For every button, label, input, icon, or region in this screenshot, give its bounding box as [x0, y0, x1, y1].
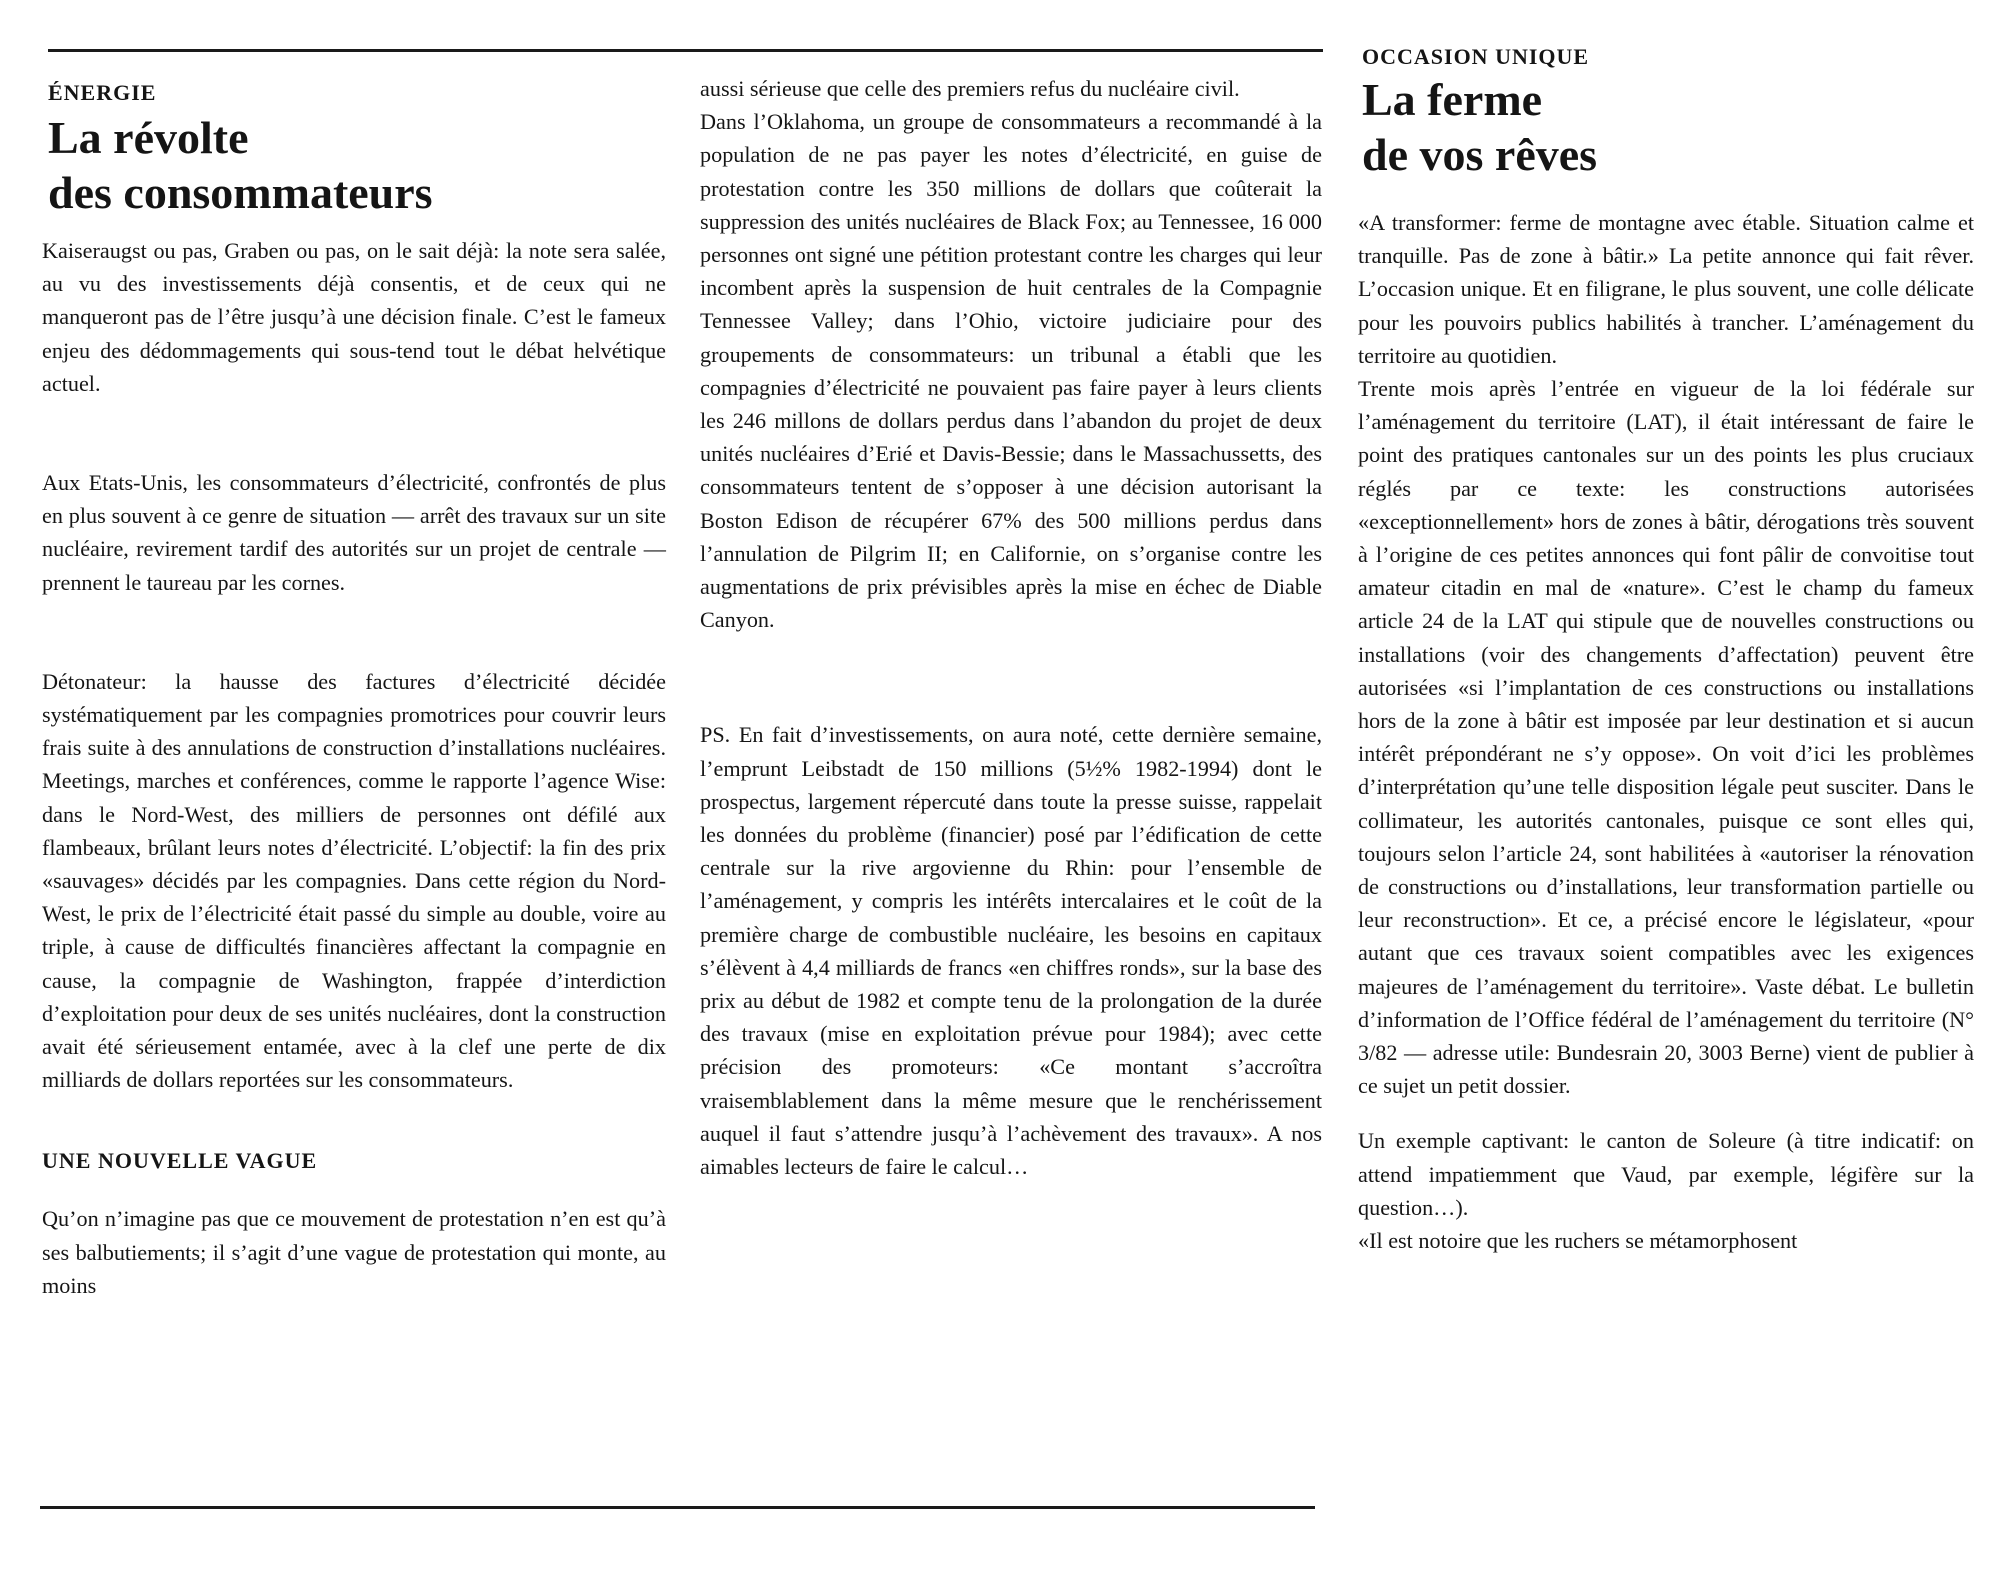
- right-headline: [1362, 72, 1974, 182]
- left-paragraph-3: Détonateur: la hausse des factures d’électricité décidée systématiquement par les compagnies promotrices pour couvrir leurs frais suite à des annulations de construction d’installations nucléaires. Meetings, marches et conférences, comme le rapporte l’agence Wise: dans le Nord-West, des milliers de personnes ont défilé aux flambeaux, brûlant leurs notes d’électricité. L’objectif: la fin des prix «sauvages» décidés par les compagnies. Dans cette région du Nord-West, le prix de l’électricité était passé du simple au double, voire au triple, à cause de difficultés financières affectant la compagnie en cause, la compagnie de Washington, frappée d’interdiction d’exploitation pour deux de ses unités nucléaires, dont la construction avait été sérieusement entamée, avec à la clef une perte de dix milliards de dollars reportées sur les consommateurs.: [42, 668, 666, 1093]
- left-paragraph-4: Qu’on n’imagine pas que ce mouvement de protestation n’en est qu’à ses balbutiements; il s’agit d’une vague de protestation qui monte, au moins: [42, 1206, 666, 1298]
- left-body: [42, 234, 666, 1302]
- right-paragraph-2: Trente mois après l’entrée en vigueur de la loi fédérale sur l’aménagement du territoire (LAT), il était intéressant de faire le point des pratiques cantonales sur un des points les plus cruciaux réglés par ce texte: les constructions autorisées «exceptionnellement» hors de zones à bâtir, dérogations très souvent à l’origine de ces petites annonces qui font pâlir de convoitise tout amateur citadin en mal de «nature». C’est le champ du fameux article 24 de la LAT qui stipule que de nouvelles constructions ou installations (voir des changements d’affectation) peuvent être autorisées «si l’implantation de ces constructions ou installations hors de la zone à bâtir est imposée par leur destination et si aucun intérêt prépondérant ne s’y oppose». On voit d’ici les problèmes d’interprétation qu’une telle disposition légale peut susciter. Dans le collimateur, les autorités cantonales, puisque ce sont elles qui, toujours selon l’article 24, sont habilitées à «autoriser la rénovation de constructions ou d’installations, leur transformation partielle ou leur reconstruction». Et ce, a précisé encore le législateur, «pour autant que ces travaux soient compatibles avec les exigences majeures de l’aménagement du territoire». Vaste débat. Le bulletin d’information de l’Office fédéral de l’aménagement du territoire (N° 3/82 — adresse utile: Bundesrain 20, 3003 Berne) vient de publier à ce sujet un petit dossier.: [1358, 376, 1974, 1099]
- left-kicker: ÉNERGIE: [48, 80, 157, 105]
- right-kicker: OCCASION UNIQUE: [1362, 44, 1590, 69]
- top-rule: [48, 49, 1323, 52]
- bottom-rule: [40, 1506, 1315, 1509]
- middle-paragraph-3: PS. En fait d’investissements, on aura noté, cette dernière semaine, l’emprunt Leibstadt de 150 millions (5½% 1982-1994) dont le prospectus, largement répercuté dans toute la presse suisse, rappelait les données du problème (financier) posé par l’édification de cette centrale sur la rive argovienne du Rhin: pour l’ensemble de l’aménagement, y compris les intérêts intercalaires et le coût de la première charge de combustible nucléaire, les besoins en capitaux s’élèvent à 4,4 milliards de francs «en chiffres ronds», sur la base des prix au début de 1982 et compte tenu de la prolongation de la durée des travaux (mise en exploitation prévue pour 1984); avec cette précision des promoteurs: «Ce montant s’accroîtra vraisemblablement dans la même mesure que le renchérissement auquel il faut s’attendre jusqu’à l’achèvement des travaux». A nos aimables lecteurs de faire le calcul…: [700, 722, 1322, 1180]
- right-paragraph-3: Un exemple captivant: le canton de Soleure (à titre indicatif: on attend impatiemment que Vaud, par exemple, légifère sur la question…).: [1358, 1128, 1974, 1220]
- right-article: [1358, 44, 1974, 1257]
- right-headline-line2: de vos rêves: [1362, 129, 1598, 180]
- right-paragraph-1: «A transformer: ferme de montagne avec étable. Situation calme et tranquille. Pas de zone à bâtir.» La petite annonce qui fait rêver. L’occasion unique. Et en filigrane, le plus souvent, une colle délicate pour les pouvoirs publics habilités à trancher. L’aménagement du territoire au quotidien.: [1358, 210, 1974, 368]
- right-paragraph-4: «Il est notoire que les ruchers se métamorphosent: [1358, 1228, 1798, 1254]
- middle-paragraph-1: aussi sérieuse que celle des premiers refus du nucléaire civil.: [700, 76, 1240, 101]
- left-article: [42, 80, 666, 1302]
- left-paragraph-1: Kaiseraugst ou pas, Graben ou pas, on le sait déjà: la note sera salée, au vu des investissements déjà consentis, et de ceux qui ne manqueront pas de l’être jusqu’à une décision finale. C’est le fameux enjeu des dédommagements qui sous-tend tout le débat helvétique actuel.: [42, 238, 666, 396]
- left-headline: [48, 110, 666, 220]
- middle-column: [700, 72, 1322, 1183]
- right-headline-line1: La ferme: [1362, 74, 1543, 125]
- left-headline-line2: des consommateurs: [48, 167, 433, 218]
- middle-paragraph-2: Dans l’Oklahoma, un groupe de consommateurs a recommandé à la population de ne pas payer les notes d’électricité, en guise de protestation contre les 350 millions de dollars que coûterait la suppression des unités nucléaires de Black Fox; au Tennessee, 16 000 personnes ont signé une pétition protestant contre les charges qui leur incombent après la suspension de huit centrales de la Compagnie Tennessee Valley; dans l’Ohio, victoire judiciaire pour des groupements de consommateurs: un tribunal a établi que les compagnies d’électricité ne pouvaient pas faire payer à leurs clients les 246 millons de dollars perdus dans l’abandon du projet de deux unités nucléaires d’Erié et Davis-Bessie; dans le Massachussetts, des consommateurs tentent de s’opposer à une décision autorisant la Boston Edison de récupérer 67% des 500 millions perdus dans l’annulation de Pilgrim II; en Californie, on s’organise contre les augmentations de prix prévisibles après la mise en échec de Diable Canyon.: [700, 109, 1322, 633]
- left-subheading: UNE NOUVELLE VAGUE: [42, 1148, 318, 1174]
- left-headline-line1: La révolte: [48, 112, 249, 163]
- right-body: [1358, 206, 1974, 1257]
- left-paragraph-2: Aux Etats-Unis, les consommateurs d’électricité, confrontés de plus en plus souvent à ce genre de situation — arrêt des travaux sur un site nucléaire, revirement tardif des autorités sur un projet de centrale — prennent le taureau par les cornes.: [42, 470, 666, 595]
